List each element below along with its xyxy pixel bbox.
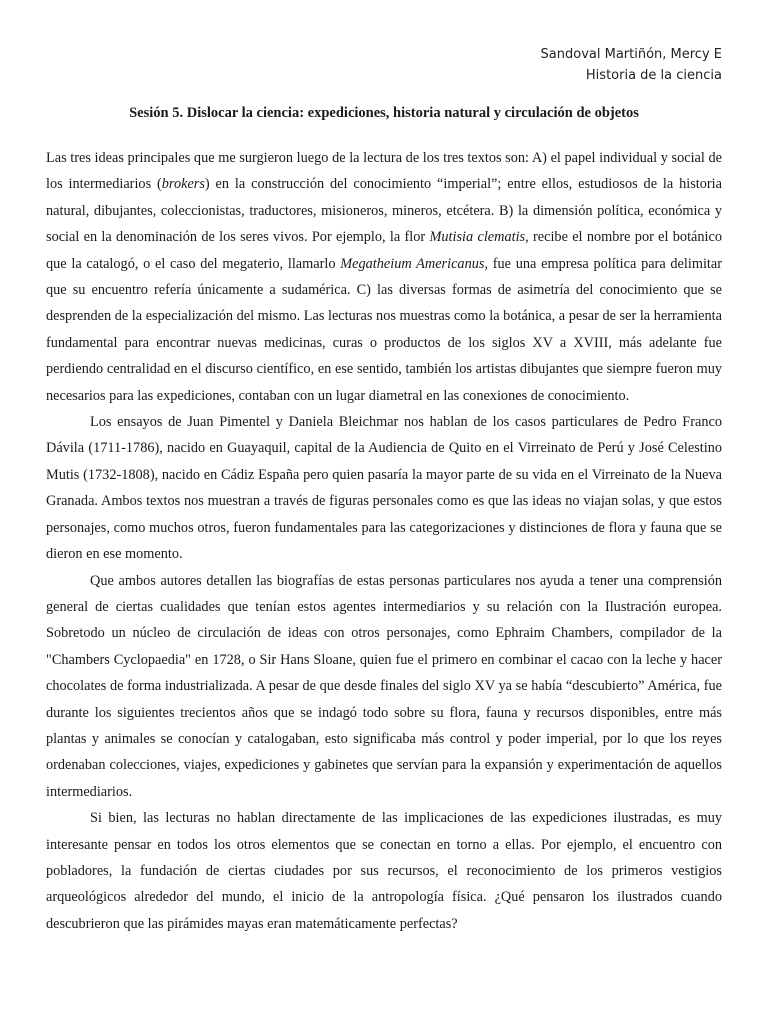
- document-header: [541, 44, 722, 86]
- paragraph-1: Las tres ideas principales que me surgieron luego de la lectura de los tres textos son: A) el papel individual y social de los intermediarios (brokers) en la construcción del conocimiento “imperial”; entre ellos, estudiosos de la historia natural, dibujantes, coleccionistas, traductores, misioneros, mineros, etcétera. B) la dimensión política, económica y social en la denominación de los seres vivos. Por ejemplo, la flor Mutisia clematis, recibe el nombre por el botánico que la catalogó, o el caso del megaterio, llamarlo Megatheium Americanus, fue una empresa política para delimitar que su encuentro refería únicamente a sudamérica. C) las diversas formas de asimetría del conocimiento que se desprenden de la especialización del mismo. Las lecturas nos muestras como la botánica, a pesar de ser la herramienta fundamental para encontrar nuevas medicinas, curas o productos de los siglos XV a XVIII, más adelante fue perdiendo centralidad en el discurso científico, en ese sentido, también los artistas dibujantes que siempre fueron muy necesarios para las expediciones, contaban con un lugar diametral en las conexiones de conocimiento.: [46, 150, 723, 404]
- course-name: Historia de la ciencia: [585, 68, 722, 83]
- italic-term: Megatheium Americanus: [340, 255, 485, 272]
- paragraph-2: Los ensayos de Juan Pimentel y Daniela Bleichmar nos hablan de los casos particulares de Pedro Franco Dávila (1711-1786), nacido en Guayaquil, capital de la Audiencia de Quito en el Virreinato de Perú y José Celestino Mutis (1732-1808), nacido en Cádiz España pero quien pasaría la mayor parte de su vida en el Virreinato de la Nueva Granada. Ambos textos nos muestran a través de figuras personales como es que las ideas no viajan solas, y que estos personajes, como muchos otros, fueron fundamentales para las categorizaciones y distinciones de flora y fauna que se dieron en ese momento.: [46, 414, 722, 563]
- author-name: Sandoval Martiñón, Mercy E: [540, 47, 722, 62]
- italic-term: Mutisia clematis: [429, 229, 526, 246]
- document-body: [46, 145, 722, 937]
- document-title: Sesión 5. Dislocar la ciencia: expediciones, historia natural y circulación de objetos: [129, 105, 639, 121]
- italic-term: brokers: [161, 176, 205, 193]
- paragraph-4: Si bien, las lecturas no hablan directamente de las implicaciones de las expediciones ilustradas, es muy interesante pensar en todos los otros elementos que se conectan en torno a ellas. Por ejemplo, el encuentro con pobladores, la fundación de ciertas ciudades por sus recursos, el reconocimiento de los primeros vestigios arqueológicos alrededor del mundo, el inicio de la antropología física. ¿Qué pensaron los ilustrados cuando descubrieron que las pirámides mayas eran matemáticamente perfectas?: [46, 810, 722, 932]
- paragraph-3: Que ambos autores detallen las biografías de estas personas particulares nos ayuda a tener una comprensión general de ciertas cualidades que tenían estos agentes intermediarios y su relación con la Ilustración europea. Sobretodo un núcleo de circulación de ideas con otros personajes, como Ephraim Chambers, compilador de la "Chambers Cyclopaedia" en 1728, o Sir Hans Sloane, quien fue el primero en combinar el cacao con la leche y hacer chocolates de forma industrializada. A pesar de que desde finales del siglo XV ya se había “descubierto” América, fue durante los siguientes trecientos años que se indagó todo sobre su flora, fauna y recursos disponibles, entre más plantas y animales se conocían y catalogaban, esto significaba más control y poder imperial, por lo que los reyes ordenaban colecciones, viajes, expediciones y gabinetes que servían para la expansión y experimentación de aquellos intermediarios.: [46, 572, 722, 800]
